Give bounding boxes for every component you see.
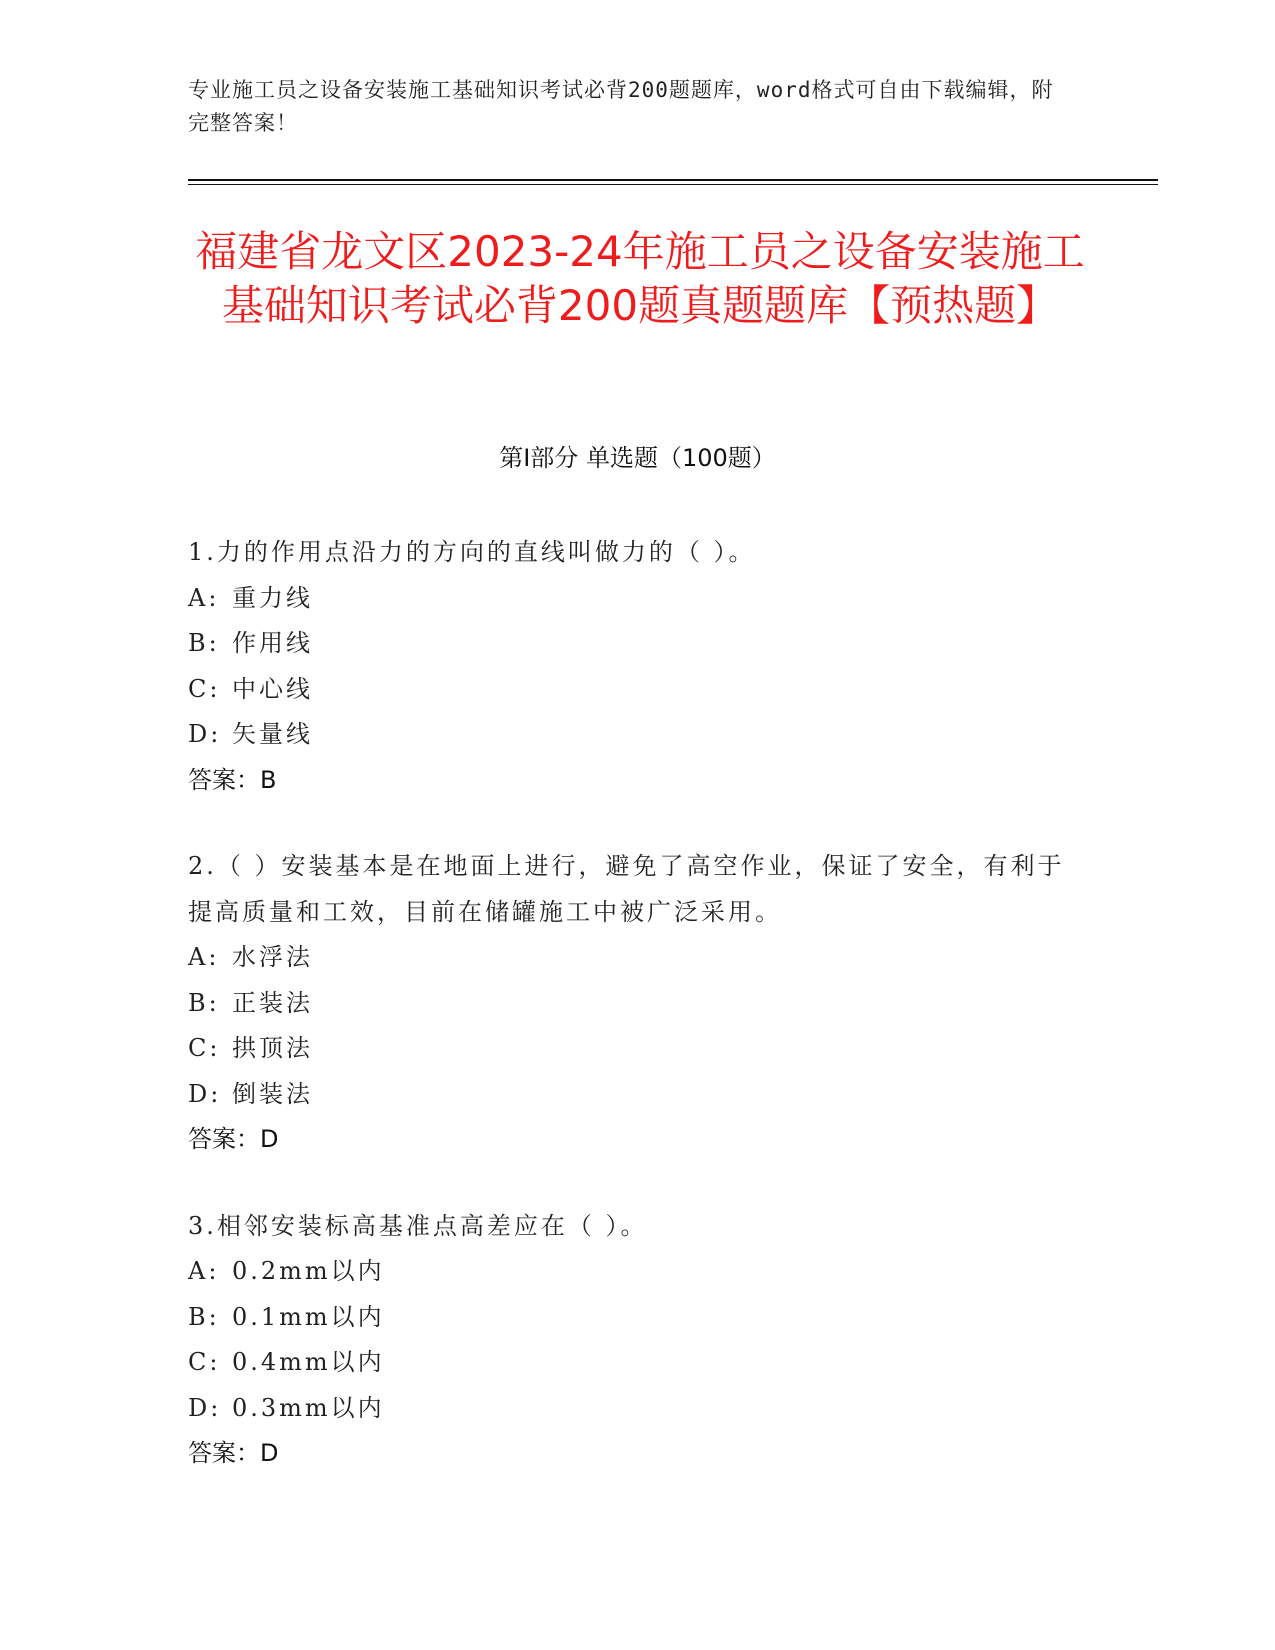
option-text: 水浮法 bbox=[232, 943, 313, 971]
question-item bbox=[188, 1204, 1088, 1477]
option-text: 0.2mm以内 bbox=[232, 1257, 385, 1285]
option-text: 重力线 bbox=[232, 583, 313, 612]
question-stem: 2.（ ）安装基本是在地面上进行，避免了高空作业，保证了安全，有利于提高质量和工效，目前在储罐施工中被广泛采用。 bbox=[188, 852, 1065, 926]
section-heading: 第Ⅰ部分 单选题（100题） bbox=[499, 444, 776, 472]
question-stem: 3.相邻安装标高基准点高差应在（ ）。 bbox=[188, 1211, 648, 1240]
question-item bbox=[188, 530, 1088, 803]
option-text: 作用线 bbox=[232, 629, 313, 657]
document-title: 福建省龙文区2023-24年施工员之设备安装施工基础知识考试必背200题真题题库【预热题】 bbox=[195, 227, 1085, 330]
option-letter: D: bbox=[188, 1079, 222, 1108]
option-letter: A: bbox=[188, 943, 220, 971]
option-letter: C: bbox=[188, 1034, 221, 1062]
header-rule-thick bbox=[188, 179, 1158, 181]
question-list bbox=[188, 530, 1088, 1518]
option-c bbox=[188, 667, 1088, 713]
question-stem: 1.力的作用点沿力的方向的直线叫做力的（ ）。 bbox=[188, 538, 756, 566]
option-d bbox=[188, 1386, 1088, 1432]
option-a bbox=[188, 576, 1088, 622]
option-a bbox=[188, 1249, 1088, 1295]
option-text: 矢量线 bbox=[232, 720, 313, 748]
option-text: 0.4mm以内 bbox=[232, 1348, 385, 1376]
option-b bbox=[188, 981, 1088, 1027]
option-letter: C: bbox=[188, 1348, 221, 1376]
document-intro: 专业施工员之设备安装施工基础知识考试必背200题题库，word格式可自由下载编辑，附完整答案！ bbox=[188, 78, 1054, 135]
option-text: 倒装法 bbox=[232, 1079, 313, 1108]
question-item bbox=[188, 844, 1088, 1163]
option-letter: B: bbox=[188, 1302, 220, 1331]
answer-line: 答案：D bbox=[188, 1125, 279, 1153]
option-letter: B: bbox=[188, 988, 220, 1017]
option-text: 0.3mm以内 bbox=[232, 1393, 385, 1422]
option-text: 0.1mm以内 bbox=[232, 1302, 385, 1331]
option-b bbox=[188, 621, 1088, 667]
option-letter: B: bbox=[188, 629, 220, 657]
option-letter: D: bbox=[188, 1393, 222, 1422]
option-d bbox=[188, 712, 1088, 758]
answer-line: 答案：B bbox=[188, 765, 277, 794]
option-text: 拱顶法 bbox=[232, 1034, 313, 1062]
option-letter: A: bbox=[188, 1257, 220, 1285]
answer-line: 答案：D bbox=[188, 1439, 279, 1467]
option-a bbox=[188, 935, 1088, 981]
option-letter: C: bbox=[188, 674, 221, 703]
option-text: 正装法 bbox=[232, 988, 313, 1017]
option-c bbox=[188, 1340, 1088, 1386]
header-rule-thin bbox=[188, 184, 1158, 185]
option-c bbox=[188, 1026, 1088, 1072]
option-b bbox=[188, 1295, 1088, 1341]
option-d bbox=[188, 1072, 1088, 1118]
option-text: 中心线 bbox=[232, 674, 313, 703]
option-letter: D: bbox=[188, 720, 222, 748]
option-letter: A: bbox=[188, 583, 220, 612]
